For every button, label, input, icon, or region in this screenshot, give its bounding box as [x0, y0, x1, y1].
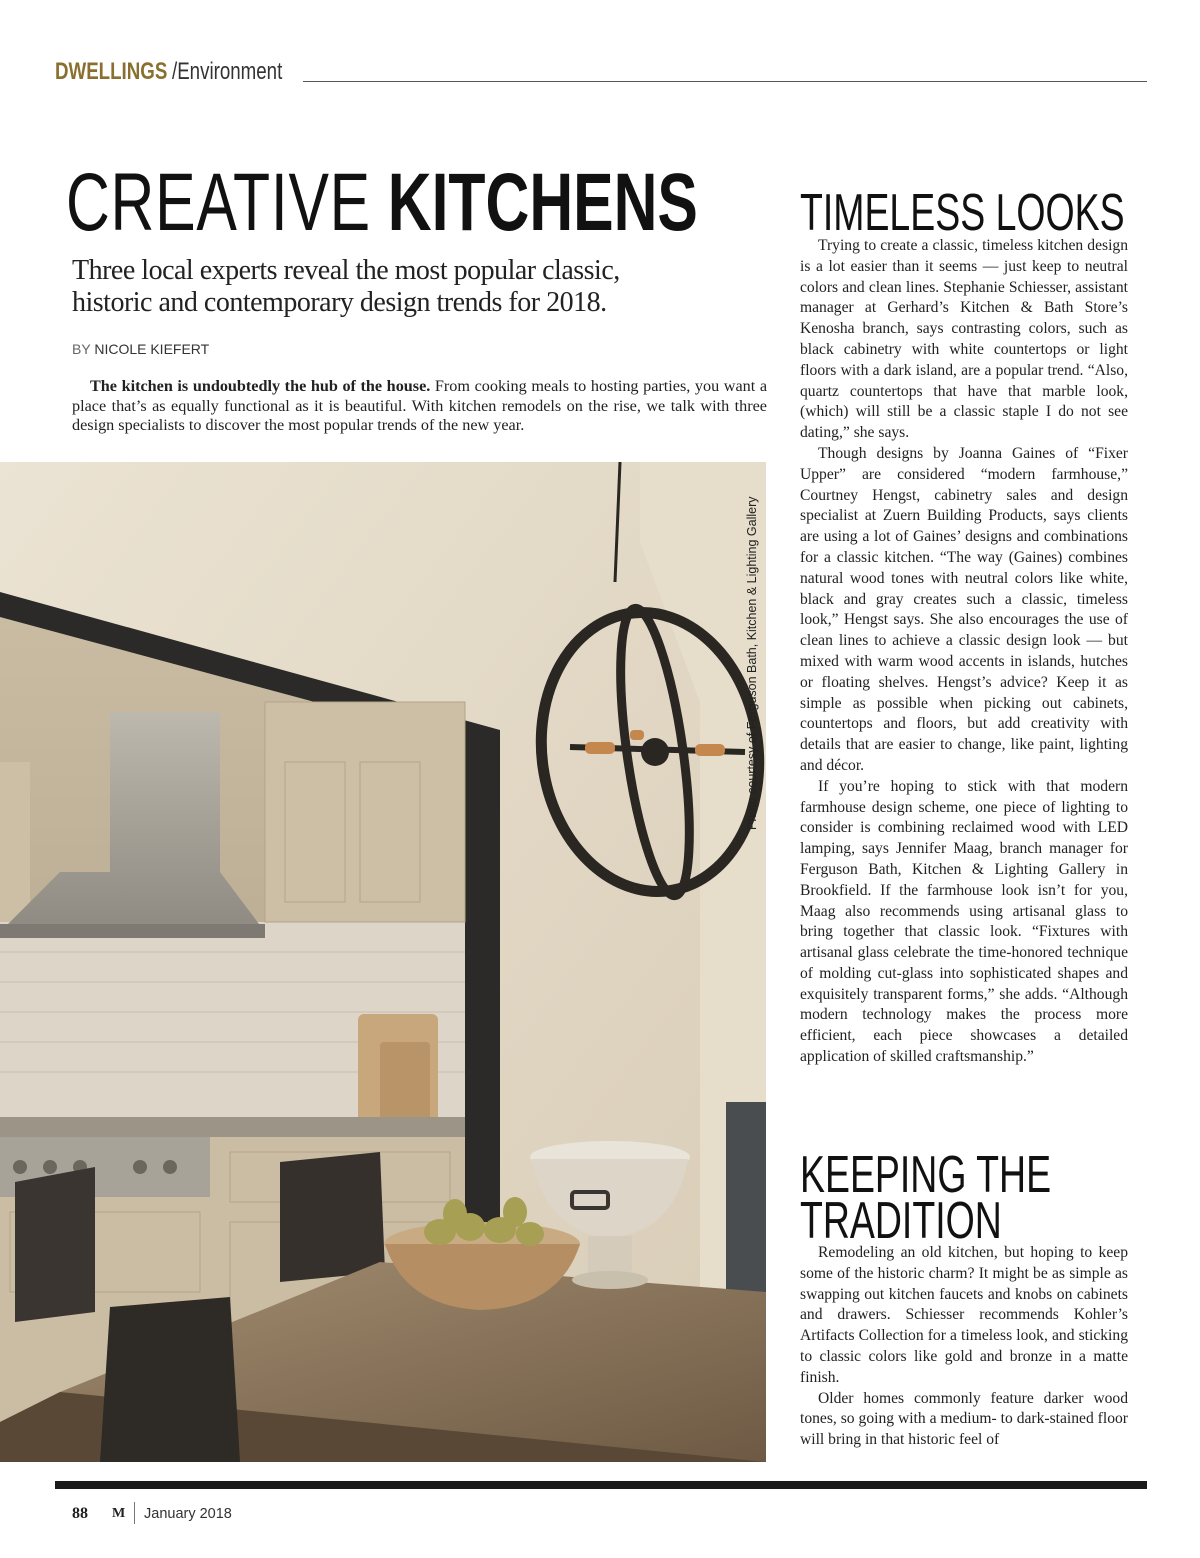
intro-body: From cooking meals to hosting parties, you want a place that’s as equally functional as it is beautiful. With kitchen remodels on the rise, we talk with three design specialists to discover the most popular trends of the new year. — [72, 377, 768, 434]
intro-paragraph — [72, 377, 767, 436]
title-light: CREATIVE — [66, 157, 371, 248]
section-header — [55, 58, 1147, 88]
paragraph: Older homes commonly feature darker wood tones, so going with a medium- to dark-stained floor will bring in that historic feel of — [800, 1389, 1128, 1449]
heading-line-1: KEEPING THE — [800, 1146, 1052, 1204]
article-deck — [72, 255, 772, 319]
issue-date: January 2018 — [144, 1506, 232, 1522]
section-body-keeping-the-tradition — [800, 1243, 1128, 1451]
article-title — [66, 158, 698, 248]
section-name: DWELLINGS — [55, 58, 168, 85]
section-heading-keeping-the-tradition — [800, 1146, 1052, 1250]
subsection-name: /Environment — [172, 58, 283, 85]
section-heading-timeless-looks: TIMELESS LOOKS — [800, 184, 1125, 242]
section-body-timeless-looks — [800, 236, 1128, 1068]
magazine-logo: M — [112, 1506, 126, 1521]
byline — [72, 341, 209, 357]
footer-bar — [55, 1481, 1147, 1489]
paragraph: If you’re hoping to stick with that modern farmhouse design scheme, one piece of lighting to consider is combining reclaimed wood with LED lamping, says Jennifer Maag, branch manager for Ferguson Bath, Kitchen & Lighting Gallery in Brookfield. If the farmhouse look isn’t for you, Maag also recommends using artisanal glass to bring together that classic look. “Fixtures with artisanal glass celebrate the time-honored technique of molding cut-glass into sophisticated shapes and exquisitely transparent forms,” she adds. “Although modern technology makes the process more efficient, each piece showcases a detailed application of skilled craftsmanship.” — [800, 777, 1128, 1066]
header-rule — [303, 81, 1147, 82]
footer-divider — [134, 1502, 135, 1524]
byline-author: NICOLE KIEFERT — [94, 341, 210, 357]
paragraph: Remodeling an old kitchen, but hoping to keep some of the historic charm? It might be as simple as swapping out kitchen faucets and knobs on cabinets and drawers. Schiesser recommends Kohler’s Artifacts Collection for a timeless look, and sticking to classic colors like gold and bronze in a matte finish. — [800, 1244, 1128, 1386]
title-bold: KITCHENS — [387, 157, 698, 248]
deck-line-1: Three local experts reveal the most popular classic, — [72, 255, 620, 286]
intro-lead: The kitchen is undoubtedly the hub of the house. — [90, 377, 431, 395]
page-number: 88 — [72, 1505, 88, 1522]
heading-line-2: TRADITION — [800, 1192, 1002, 1250]
photo-credit: Photo courtesy of Ferguson Bath, Kitchen & Lighting Gallery — [745, 496, 759, 830]
kitchen-photo — [0, 462, 766, 1462]
deck-line-2: historic and contemporary design trends for 2018. — [72, 287, 607, 318]
paragraph: Though designs by Joanna Gaines of “Fixer Upper” are considered “modern farmhouse,” Courtney Hengst, cabinetry sales and design specialist at Zuern Building Products, says clients are using a lot of Gaines’ designs and combinations for a classic kitchen. “The way (Gaines) combines natural wood tones with neutral colors like white, black and gray creates such a classic, timeless look,” Hengst says. She also encourages the use of clean lines to achieve a classic design look — but mixed with warm wood accents in islands, hutches or floating shelves. Hengst’s advice? Keep it as simple as possible when picking out cabinets, countertops and floors, but add creativity with details that are easier to change, like paint, lighting and décor. — [800, 444, 1128, 774]
kitchen-photo-illustration — [0, 462, 766, 1462]
paragraph: Trying to create a classic, timeless kitchen design is a lot easier than it seems — just keep to neutral colors and clean lines. Stephanie Schiesser, assistant manager at Gerhard’s Kitchen & Bath Store’s Kenosha branch, says contrasting colors, such as black cabinetry with white countertops or light floors with a dark island, are a popular trend. “Also, quartz countertops that have that marble look, (which) will still be a classic staple I do not see dating,” she says. — [800, 237, 1128, 442]
byline-prefix: BY — [72, 341, 91, 357]
